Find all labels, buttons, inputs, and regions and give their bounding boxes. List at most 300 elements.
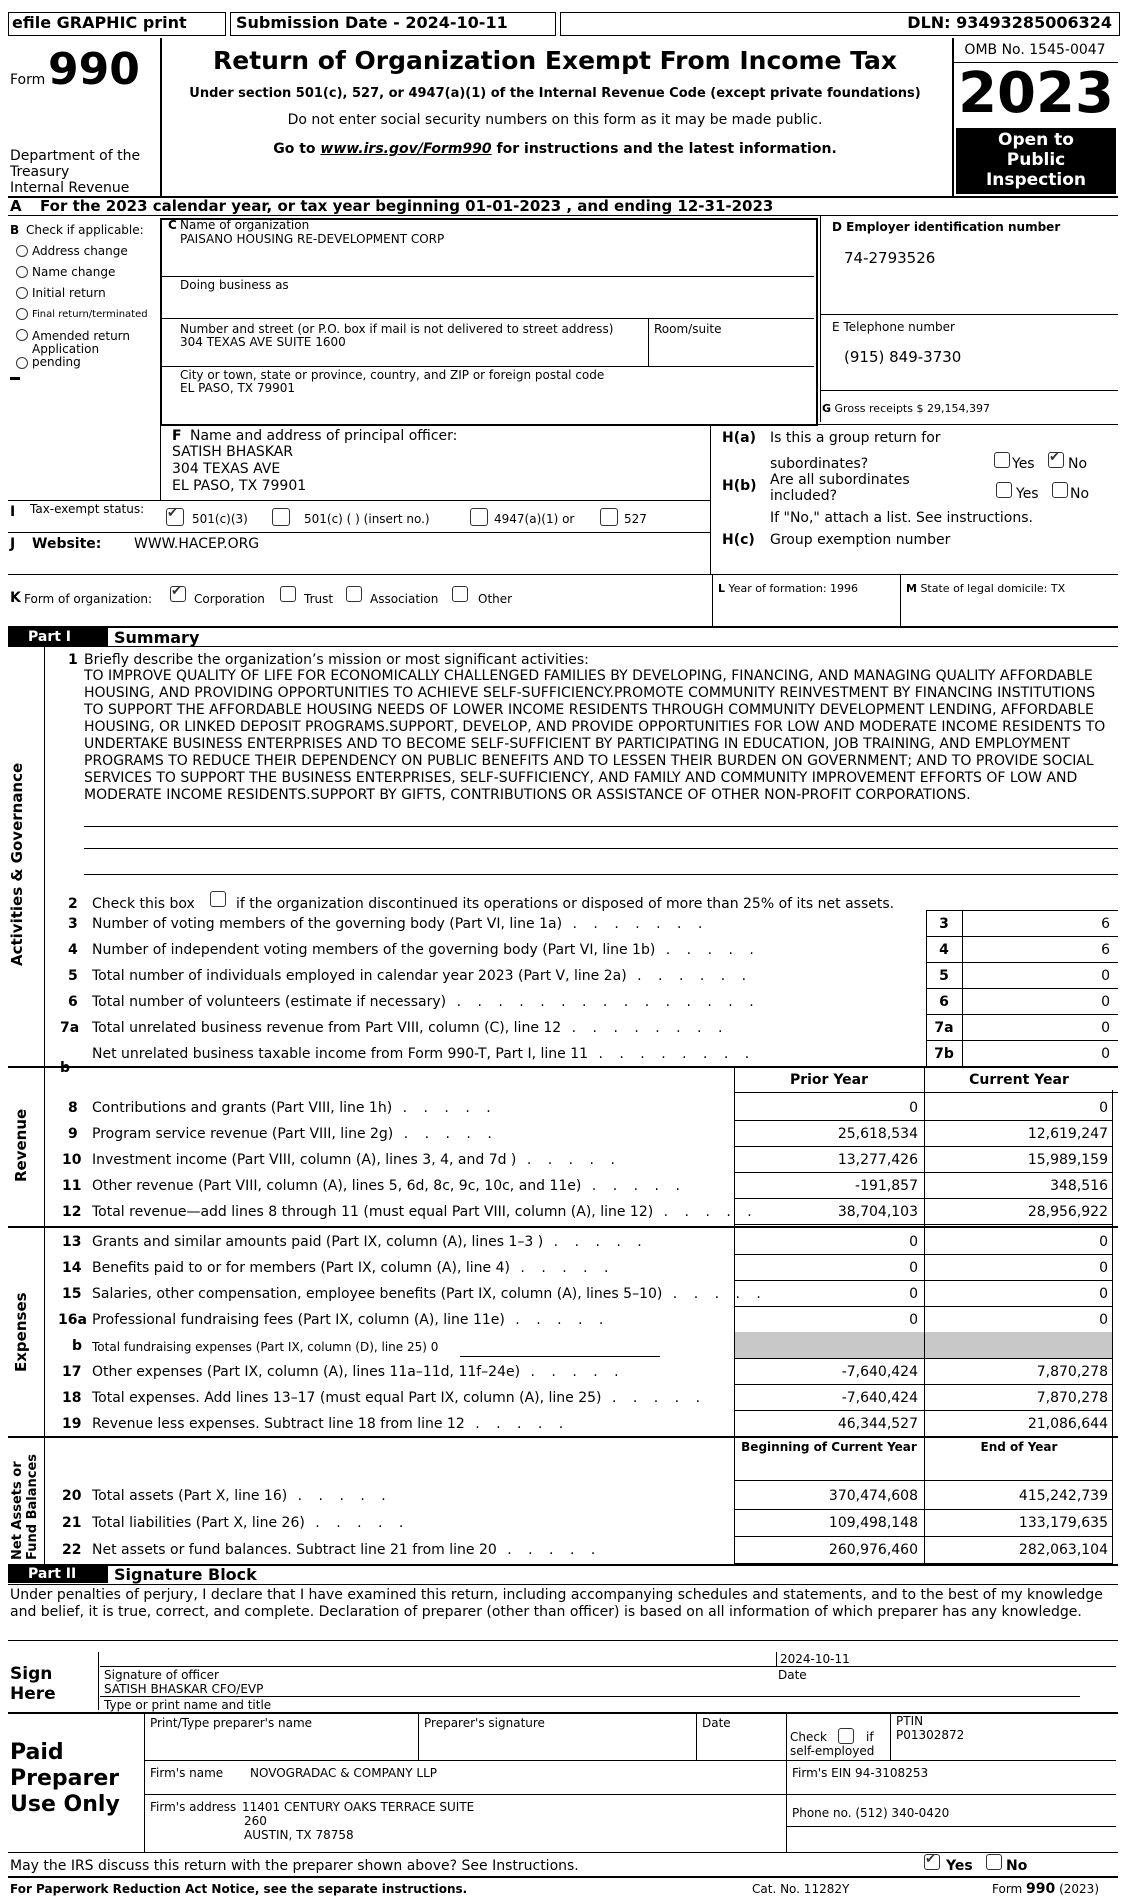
- line6-box: 6: [939, 994, 949, 1010]
- signature-label: Signature of officer: [104, 1668, 219, 1682]
- firm-ein: Firm's EIN 94-3108253: [792, 1766, 929, 1780]
- gov-row-rule-3: [926, 988, 1118, 989]
- expense-line-text: Salaries, other compensation, employee benefits (Part IX, column (A), lines 5–10) . . . . .: [92, 1286, 767, 1302]
- gov-row-rule-2: [926, 962, 1118, 963]
- catalog-number: Cat. No. 11282Y: [752, 1882, 850, 1896]
- checkbox-other[interactable]: [452, 586, 468, 602]
- k-label: K: [10, 590, 21, 606]
- firm-name: NOVOGRADAC & COMPANY LLP: [250, 1766, 437, 1780]
- line2-checkbox[interactable]: [210, 891, 226, 907]
- city-value: EL PASO, TX 79901: [180, 381, 295, 395]
- revenue-line-prior-value: 13,277,426: [837, 1152, 918, 1168]
- net-assets-line-text: Total assets (Part X, line 16) . . . . .: [92, 1488, 392, 1504]
- h-left-divider: [710, 424, 711, 574]
- line7b-text: Net unrelated business taxable income from Form 990-T, Part I, line 11 . . . . . . . .: [92, 1046, 756, 1062]
- checkbox-527[interactable]: [600, 508, 618, 526]
- line4-num: 4: [68, 942, 78, 958]
- mission-line-3: [84, 874, 1118, 875]
- net-assets-line-row-rule: [734, 1509, 1112, 1510]
- net-assets-line-num: 22: [62, 1542, 82, 1558]
- revenue-line-num: 10: [62, 1152, 82, 1168]
- line5-desc: Total number of individuals employed in calendar year 2023 (Part V, line 2a): [92, 968, 627, 984]
- c-rule-1: [162, 276, 814, 277]
- line-a-label: A: [10, 197, 22, 215]
- officer-name: SATISH BHASKAR: [172, 444, 294, 460]
- m-text: State of legal domicile: TX: [920, 582, 1066, 595]
- label-other: Other: [478, 592, 513, 606]
- form-label: Form: [10, 72, 46, 88]
- revenue-line-current-value: 0: [1099, 1100, 1108, 1116]
- prep-row1-rule: [144, 1760, 1116, 1761]
- d-rule: [820, 314, 1118, 315]
- discuss-no-label: No: [1006, 1858, 1028, 1874]
- firm-address-label: Firm's address: [150, 1800, 237, 1814]
- f-left-divider: [160, 424, 161, 500]
- sign-divider: [98, 1652, 99, 1710]
- line16b-num: b: [72, 1338, 83, 1354]
- line5-text: Total number of individuals employed in calendar year 2023 (Part V, line 2a) . . . . . .: [92, 968, 753, 984]
- tax-year: 2023: [958, 61, 1114, 126]
- line3-value: 6: [1101, 916, 1110, 932]
- firm-name-label: Firm's name: [150, 1766, 224, 1780]
- expense-line-current-value: 0: [1099, 1260, 1108, 1276]
- label-corporation: Corporation: [194, 592, 265, 606]
- checkbox-trust[interactable]: [280, 586, 296, 602]
- net-assets-line-row-rule: [734, 1536, 1112, 1537]
- line16b-rule: [460, 1356, 660, 1357]
- expense-line-current-value: 0: [1099, 1234, 1108, 1250]
- line4-value: 6: [1101, 942, 1110, 958]
- rev-col-right: [1112, 1090, 1113, 1564]
- ha-no-label: No: [1068, 456, 1088, 472]
- perjury-statement: Under penalties of perjury, I declare that I have examined this return, including accompanying schedules and statements, and to the best of my knowledge and belief, it is true, correct, and complete. Declaration of preparer (other than officer) is based on all information of which preparer has any knowledge.: [10, 1587, 1103, 1620]
- revenue-top-rule: [8, 1066, 1118, 1068]
- revenue-line-prior-value: 0: [909, 1100, 918, 1116]
- net-assets-line-desc: Total assets (Part X, line 16): [92, 1488, 288, 1504]
- g-text: Gross receipts $ 29,154,397: [834, 402, 990, 415]
- street-label: Number and street (or P.O. box if mail is not delivered to street address): [180, 322, 614, 336]
- section-c-label: C: [168, 218, 177, 232]
- net-assets-line-current-value: 282,063,104: [1018, 1542, 1108, 1558]
- checkbox-corporation[interactable]: [170, 586, 186, 602]
- officer-name-title: SATISH BHASKAR CFO/EVP: [104, 1682, 264, 1696]
- revenue-line-text: Contributions and grants (Part VIII, line 1h) . . . . .: [92, 1100, 497, 1116]
- label-name-change: Name change: [32, 265, 116, 279]
- phone-value: (915) 849-3730: [844, 348, 962, 366]
- label-501c: 501(c) ( ) (insert no.): [304, 512, 430, 526]
- hb-yes-checkbox[interactable]: [996, 482, 1012, 498]
- expense-total-line-prior-value: -7,640,424: [841, 1364, 918, 1380]
- footer-form-suffix: (2023): [1055, 1882, 1099, 1896]
- expense-total-line-row-rule: [734, 1410, 1112, 1411]
- preparer-left-divider: [144, 1712, 145, 1852]
- expense-line-num: 15: [62, 1286, 82, 1302]
- line4-text: Number of independent voting members of the governing body (Part VI, line 1b) . . . . .: [92, 942, 760, 958]
- checkbox-application-pending[interactable]: [16, 357, 28, 369]
- goto-prefix: Go to: [273, 141, 321, 157]
- ein-label: D Employer identification number: [832, 220, 1061, 234]
- firm-phone: Phone no. (512) 340-0420: [792, 1806, 950, 1820]
- dba-label: Doing business as: [180, 278, 289, 292]
- section-b-mark: [10, 377, 20, 380]
- line-a-rule: [8, 215, 1118, 216]
- part2-title: Signature Block: [114, 1565, 257, 1584]
- expense-total-line-current-value: 21,086,644: [1027, 1416, 1108, 1432]
- j-label: J: [10, 536, 16, 552]
- expense-line-desc: Professional fundraising fees (Part IX, column (A), line 11e): [92, 1312, 505, 1328]
- expense-total-line-prior-value: 46,344,527: [837, 1416, 918, 1432]
- part1-title: Summary: [114, 628, 200, 647]
- prep-check-divider: [786, 1712, 787, 1760]
- hb-text2: included?: [770, 488, 838, 504]
- state-domicile: [906, 582, 1065, 595]
- perjury-bottom-rule: [8, 1640, 1118, 1641]
- revenue-line-row-rule: [734, 1146, 1112, 1147]
- irs-label: Internal Revenue: [10, 180, 130, 196]
- line16b-bottom-rule: [734, 1358, 1112, 1359]
- form-title: Return of Organization Exempt From Income Tax: [213, 46, 897, 75]
- footer-form-num: 990: [1026, 1881, 1056, 1897]
- discuss-yes-label: Yes: [946, 1858, 973, 1874]
- line6-num: 6: [68, 994, 78, 1010]
- checkbox-final-return[interactable]: [16, 308, 28, 320]
- section-b-title: Check if applicable:: [26, 223, 144, 237]
- revenue-line-row-rule: [734, 1198, 1112, 1199]
- expense-total-line-current-value: 7,870,278: [1036, 1364, 1108, 1380]
- phone-label: E Telephone number: [832, 320, 955, 334]
- line7b-desc: Net unrelated business taxable income from Form 990-T, Part I, line 11: [92, 1046, 589, 1062]
- if-label: if: [866, 1730, 874, 1744]
- side-revenue: Revenue: [12, 1108, 30, 1182]
- checkbox-4947[interactable]: [470, 508, 488, 526]
- line16b-gray-prior: [735, 1332, 924, 1358]
- line2-text-b: if the organization discontinued its operations or disposed of more than 25% of its net assets.: [236, 896, 895, 912]
- hb-no-checkbox[interactable]: [1052, 482, 1068, 498]
- revenue-line-prior-value: -191,857: [855, 1178, 918, 1194]
- expense-total-line-num: 19: [62, 1416, 82, 1432]
- irs-link[interactable]: www.irs.gov/Form990: [320, 141, 492, 157]
- line3-text: Number of voting members of the governing body (Part VI, line 1a) . . . . . . .: [92, 916, 709, 932]
- gov-row-rule-5: [926, 1040, 1118, 1041]
- mission-line-1: [84, 826, 1118, 827]
- gross-receipts: [822, 402, 990, 415]
- prep-sig-divider: [418, 1712, 419, 1760]
- sign-here-1: Sign: [10, 1664, 53, 1684]
- line16b-gray-current: [925, 1332, 1112, 1358]
- hc-text: Group exemption number: [770, 532, 951, 548]
- website-url[interactable]: WWW.HACEP.ORG: [134, 536, 260, 552]
- part2-title-rule: [8, 1584, 1118, 1585]
- checkbox-name-change[interactable]: [16, 266, 28, 278]
- k-title: Form of organization:: [24, 592, 153, 606]
- revenue-line-desc: Other revenue (Part VIII, column (A), lines 5, 6d, 8c, 9c, 10c, and 11e): [92, 1178, 582, 1194]
- expense-line-desc: Salaries, other compensation, employee benefits (Part IX, column (A), lines 5–10): [92, 1286, 663, 1302]
- type-name-label: Type or print name and title: [104, 1698, 272, 1712]
- line3-num: 3: [68, 916, 78, 932]
- checkbox-amended-return[interactable]: [16, 329, 28, 341]
- mission-line-2: [84, 848, 1118, 849]
- expense-total-line-num: 18: [62, 1390, 82, 1406]
- org-name: PAISANO HOUSING RE-DEVELOPMENT CORP: [180, 232, 445, 246]
- label-527: 527: [624, 512, 647, 526]
- expense-line-desc: Grants and similar amounts paid (Part IX, column (A), lines 1–3 ): [92, 1234, 544, 1250]
- footer-rule: [8, 1876, 1118, 1878]
- l-text: Year of formation: 1996: [728, 582, 859, 595]
- use-only-label: Use Only: [10, 1792, 120, 1817]
- paperwork-notice: For Paperwork Reduction Act Notice, see the separate instructions.: [10, 1882, 468, 1896]
- expenses-top-rule: [8, 1226, 1118, 1228]
- i-bottom-rule: [8, 532, 710, 533]
- prep-row2-rule: [144, 1794, 1116, 1795]
- checkbox-initial-return[interactable]: [16, 287, 28, 299]
- line6-value: 0: [1101, 994, 1110, 1010]
- checkbox-address-change[interactable]: [16, 245, 28, 257]
- i-top-rule: [8, 500, 710, 501]
- expense-line-prior-value: 0: [909, 1312, 918, 1328]
- expense-line-prior-value: 0: [909, 1234, 918, 1250]
- c-bottom-rule: [160, 424, 1118, 425]
- side-expenses: Expenses: [12, 1292, 30, 1372]
- net-assets-line-text: Net assets or fund balances. Subtract line 21 from line 20 . . . . .: [92, 1542, 602, 1558]
- side-activities-governance: Activities & Governance: [8, 762, 26, 966]
- expense-line-desc: Benefits paid to or for members (Part IX, column (A), line 4): [92, 1260, 510, 1276]
- gov-row-rule-0: [926, 910, 1118, 911]
- hc-label: H(c): [722, 532, 755, 548]
- checkbox-501c3[interactable]: [166, 508, 184, 526]
- j-bottom-rule: [8, 574, 1118, 575]
- firm-phone-rule: [786, 1826, 1116, 1827]
- preparer-label: Preparer: [10, 1766, 120, 1791]
- c-rule-2: [162, 318, 814, 319]
- net-assets-line-num: 21: [62, 1515, 82, 1531]
- revenue-line-desc: Investment income (Part VIII, column (A), lines 3, 4, and 7d ): [92, 1152, 517, 1168]
- side-net-assets: Net Assets or Fund Balances: [10, 1454, 40, 1560]
- ha-no-checkbox[interactable]: [1048, 452, 1064, 468]
- section-b-label: B: [10, 223, 20, 237]
- line2-text-a: Check this box: [92, 896, 195, 912]
- expense-line-num: 16a: [58, 1312, 87, 1328]
- ssn-note: Do not enter social security numbers on this form as it may be made public.: [287, 112, 823, 128]
- expense-total-line-prior-value: -7,640,424: [841, 1390, 918, 1406]
- part1-title-rule: [8, 646, 1118, 647]
- line7b-num: b: [60, 1060, 71, 1076]
- room-divider: [648, 318, 649, 366]
- revenue-line-num: 12: [62, 1204, 82, 1220]
- footer-form: [992, 1882, 1099, 1896]
- omb-number: OMB No. 1545-0047: [964, 42, 1106, 58]
- revenue-line-prior-value: 38,704,103: [837, 1204, 918, 1220]
- checkbox-association[interactable]: [346, 586, 362, 602]
- revenue-line-desc: Contributions and grants (Part VIII, line 1h): [92, 1100, 393, 1116]
- line3-desc: Number of voting members of the governing body (Part VI, line 1a): [92, 916, 563, 932]
- label-trust: Trust: [304, 592, 334, 606]
- expense-line-text: Grants and similar amounts paid (Part IX, column (A), lines 1–3 ) . . . . .: [92, 1234, 648, 1250]
- open-to-public: Open to Public Inspection: [985, 130, 1087, 190]
- line7b-box: 7b: [934, 1046, 954, 1062]
- revenue-line-num: 8: [68, 1100, 78, 1116]
- expense-line-prior-value: 0: [909, 1286, 918, 1302]
- firm-address-3: AUSTIN, TX 78758: [244, 1828, 354, 1842]
- net-head-rule: [734, 1480, 1112, 1481]
- discuss-yes-checkbox[interactable]: [924, 1854, 940, 1870]
- firm-ein-divider: [786, 1760, 787, 1852]
- officer-line: [100, 1696, 1080, 1697]
- m-label: M: [906, 582, 917, 595]
- officer-street: 304 TEXAS AVE: [172, 461, 281, 477]
- expense-line-num: 13: [62, 1234, 82, 1250]
- self-employed-checkbox[interactable]: [838, 1728, 854, 1744]
- officer-city: EL PASO, TX 79901: [172, 478, 307, 494]
- revenue-line-row-rule: [734, 1120, 1112, 1121]
- hb-note: If "No," attach a list. See instructions.: [770, 510, 1033, 526]
- line3-box: 3: [939, 916, 949, 932]
- line6-desc: Total number of volunteers (estimate if necessary): [92, 994, 447, 1010]
- department: Department of the Treasury: [10, 148, 141, 180]
- line4-box: 4: [939, 942, 949, 958]
- check-label: Check: [790, 1730, 827, 1744]
- expense-line-current-value: 0: [1099, 1312, 1108, 1328]
- preparer-date-label: Date: [702, 1716, 731, 1730]
- col-end-year: End of Year: [980, 1440, 1058, 1454]
- net-assets-line-prior-value: 370,474,608: [828, 1488, 918, 1504]
- hb-text1: Are all subordinates: [770, 472, 910, 488]
- label-4947: 4947(a)(1) or: [494, 512, 575, 526]
- preparer-sig-label: Preparer's signature: [424, 1716, 545, 1730]
- label-final-return: Final return/terminated: [32, 309, 148, 320]
- line1-text: Briefly describe the organization’s mission or most significant activities:: [84, 652, 589, 668]
- i-title: Tax-exempt status:: [30, 502, 145, 516]
- expense-total-line-text: Revenue less expenses. Subtract line 18 from line 12 . . . . .: [92, 1416, 570, 1432]
- m-divider: [900, 574, 901, 626]
- expense-total-line-desc: Revenue less expenses. Subtract line 18 from line 12: [92, 1416, 465, 1432]
- label-application-pending: Application pending: [32, 342, 100, 369]
- revenue-line-current-value: 15,989,159: [1027, 1152, 1108, 1168]
- dln: DLN: 93493285006324: [907, 13, 1112, 32]
- line2-num: 2: [68, 896, 78, 912]
- label-initial-return: Initial return: [32, 286, 106, 300]
- expense-total-line-desc: Total expenses. Add lines 13–17 (must equal Part IX, column (A), line 25): [92, 1390, 602, 1406]
- hb-yes-label: Yes: [1016, 486, 1039, 502]
- label-501c3: 501(c)(3): [192, 512, 248, 526]
- e-rule: [820, 390, 1118, 391]
- line5-value: 0: [1101, 968, 1110, 984]
- f-label: F: [172, 428, 182, 444]
- net-assets-line-prior-value: 260,976,460: [828, 1542, 918, 1558]
- signature-line[interactable]: [100, 1666, 1116, 1667]
- expense-total-line-desc: Other expenses (Part IX, column (A), lines 11a–11d, 11f–24e): [92, 1364, 521, 1380]
- city-label: City or town, state or province, country, and ZIP or foreign postal code: [180, 368, 605, 382]
- line7b-value: 0: [1101, 1046, 1110, 1062]
- firm-address-1: 11401 CENTURY OAKS TERRACE SUITE: [242, 1800, 475, 1814]
- net-assets-line-desc: Net assets or fund balances. Subtract line 21 from line 20: [92, 1542, 497, 1558]
- checkbox-501c[interactable]: [272, 508, 290, 526]
- expense-line-row-rule: [734, 1306, 1112, 1307]
- form-subtitle: Under section 501(c), 527, or 4947(a)(1) of the Internal Revenue Code (except private foundations): [189, 86, 921, 101]
- prep-date-divider: [696, 1712, 697, 1760]
- discuss-no-checkbox[interactable]: [986, 1854, 1002, 1870]
- goto-instructions: [162, 141, 948, 157]
- col-current-year: Current Year: [969, 1072, 1069, 1088]
- expense-total-line-num: 17: [62, 1364, 82, 1380]
- l-divider: [712, 574, 713, 626]
- goto-suffix: for instructions and the latest information.: [491, 141, 837, 157]
- revenue-line-desc: Program service revenue (Part VIII, line 2g): [92, 1126, 394, 1142]
- label-amended-return: Amended return: [32, 329, 131, 343]
- form-number: 990: [48, 44, 140, 95]
- net-assets-line-num: 20: [62, 1488, 82, 1504]
- org-name-label: Name of organization: [180, 218, 310, 232]
- expense-line-row-rule: [734, 1254, 1112, 1255]
- revenue-line-num: 9: [68, 1126, 78, 1142]
- net-top-rule: [8, 1436, 1118, 1438]
- expense-line-text: Benefits paid to or for members (Part IX, column (A), line 4) . . . . .: [92, 1260, 615, 1276]
- sign-date-value: 2024-10-11: [780, 1652, 850, 1666]
- expense-line-text: Professional fundraising fees (Part IX, column (A), line 11e) . . . . .: [92, 1312, 610, 1328]
- col-beginning-year: Beginning of Current Year: [741, 1440, 917, 1454]
- c-rule-3: [162, 366, 814, 367]
- ein-value: 74-2793526: [844, 249, 936, 267]
- efile-label: efile GRAPHIC print: [12, 13, 187, 32]
- ha-text1: Is this a group return for: [770, 430, 941, 446]
- mission-statement: TO IMPROVE QUALITY OF LIFE FOR ECONOMICALLY CHALLENGED FAMILIES BY DEVELOPING, FINANCING, AND MANAGING QUALITY AFFORDABLE HOUSING, AND PROVIDING OPPORTUNITIES TO ACHIEVE SELF-SUFFICIENCY.PROMOTE COMMUNITY REINVESTMENT BY FINANCING INSTITUTIONS TO SUPPORT THE AFFORDABLE HOUSING NEEDS OF LOWER INCOME RESIDENTS THROUGH COMMUNITY DEVELOPMENT LENDING, AFFORDABLE HOUSING, OR LINKED DEPOSIT PROGRAMS.SUPPORT, DEVELOP, AND PROVIDE OPPORTUNITIES FOR LOW AND MODERATE INCOME RESIDENTS TO UNDERTAKE BUSINESS ENTERPRISES AND TO BECOME SELF-SUFFICIENT BY PARTICIPATING IN EDUCATION, JOB TRAINING, AND EMPLOYMENT PROGRAMS TO REDUCE THEIR DEPENDENCY ON PUBLIC BENEFITS AND TO LESSEN THEIR BURDEN ON GOVERNMENT; AND TO PROVIDE SOCIAL SERVICES TO SUPPORT THE BUSINESS ENTERPRISES, SELF-SUFFICIENCY, AND FAMILY AND COMMUNITY IMPROVEMENT EFFORTS OF LOW AND MODERATE INCOME RESIDENTS.SUPPORT BY GIFTS, CONTRIBUTIONS OR ASSISTANCE OF OTHER NON-PROFIT CORPORATIONS.: [84, 668, 1106, 803]
- paid-label: Paid: [10, 1740, 64, 1765]
- d-left-divider: [820, 216, 821, 422]
- revenue-line-text: Other revenue (Part VIII, column (A), lines 5, 6d, 8c, 9c, 10c, and 11e) . . . . .: [92, 1178, 686, 1194]
- hb-no-label: No: [1070, 486, 1090, 502]
- preparer-top-rule: [8, 1712, 1118, 1714]
- year-of-formation: [718, 582, 858, 595]
- j-title: Website:: [32, 536, 102, 552]
- line7a-value: 0: [1101, 1020, 1110, 1036]
- submission-date: Submission Date - 2024-10-11: [236, 13, 508, 32]
- expense-line-current-value: 0: [1099, 1286, 1108, 1302]
- sign-here-2: Here: [10, 1684, 56, 1704]
- ha-yes-checkbox[interactable]: [994, 452, 1010, 468]
- line5-num: 5: [68, 968, 78, 984]
- expense-total-line-row-rule: [734, 1384, 1112, 1385]
- self-employed-label: self-employed: [790, 1744, 875, 1758]
- col-prior-year: Prior Year: [789, 1072, 869, 1088]
- revenue-line-text: Investment income (Part VIII, column (A), lines 3, 4, and 7d ) . . . . .: [92, 1152, 621, 1168]
- ptin-value: P01302872: [896, 1728, 965, 1742]
- line7a-desc: Total unrelated business revenue from Part VIII, column (C), line 12: [92, 1020, 562, 1036]
- net-assets-line-text: Total liabilities (Part X, line 26) . . . . .: [92, 1515, 410, 1531]
- line16b-text: Total fundraising expenses (Part IX, column (D), line 25) 0: [92, 1340, 439, 1354]
- street-value: 304 TEXAS AVE SUITE 1600: [180, 335, 346, 349]
- ha-label: H(a): [722, 430, 756, 446]
- expense-total-line-text: Total expenses. Add lines 13–17 (must equal Part IX, column (A), line 25) . . . . .: [92, 1390, 707, 1406]
- revenue-line-row-rule: [734, 1224, 1112, 1225]
- line7a-num: 7a: [60, 1020, 80, 1036]
- line5-box: 5: [939, 968, 949, 984]
- firm-address-2: 260: [244, 1814, 267, 1828]
- gov-row-rule-4: [926, 1014, 1118, 1015]
- revenue-line-num: 11: [62, 1178, 82, 1194]
- f-title: Name and address of principal officer:: [190, 428, 458, 444]
- revenue-line-text: Program service revenue (Part VIII, line 2g) . . . . .: [92, 1126, 498, 1142]
- sign-date-label: Date: [778, 1668, 807, 1682]
- net-assets-line-current-value: 415,242,739: [1018, 1488, 1108, 1504]
- line4-desc: Number of independent voting members of the governing body (Part VI, line 1b): [92, 942, 656, 958]
- room-label: Room/suite: [654, 322, 722, 336]
- net-assets-line-current-value: 133,179,635: [1018, 1515, 1108, 1531]
- gov-row-rule-1: [926, 936, 1118, 937]
- discuss-question: May the IRS discuss this return with the preparer shown above? See Instructions.: [10, 1858, 579, 1874]
- line7a-box: 7a: [934, 1020, 954, 1036]
- preparer-bottom-rule: [8, 1852, 1118, 1853]
- net-assets-line-desc: Total liabilities (Part X, line 26): [92, 1515, 305, 1531]
- print-name-label: Print/Type preparer's name: [150, 1716, 313, 1730]
